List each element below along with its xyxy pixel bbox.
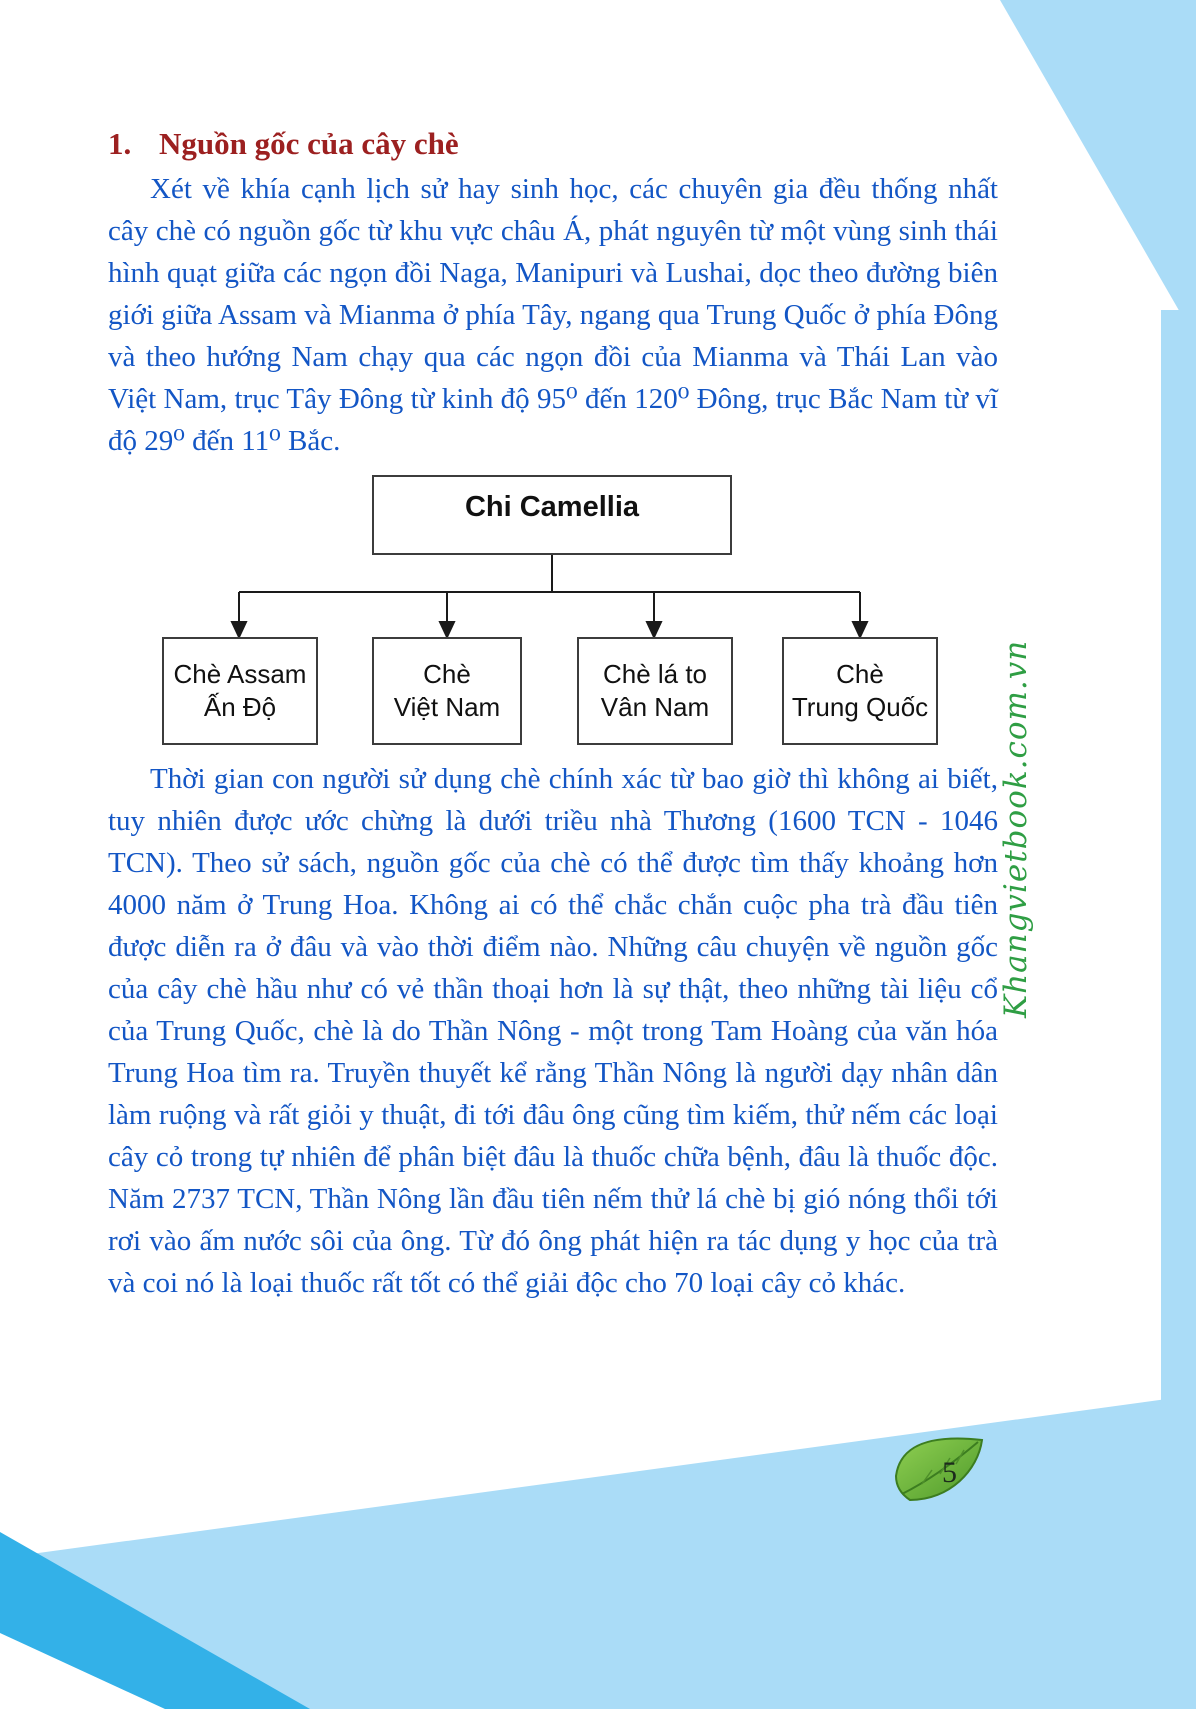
diagram-box-label: Vân Nam	[600, 692, 710, 722]
diagram-box-label: Trung Quốc	[791, 692, 929, 722]
diagram-box-label: Chè	[423, 659, 471, 689]
diagram-box-label: Chè lá to	[602, 659, 708, 689]
leaf-icon	[892, 1430, 988, 1514]
diagram-root-label: Chi Camellia	[464, 491, 640, 523]
diagram-box-label: Ấn Độ	[203, 692, 277, 722]
diagram-box-che-trung-quoc	[782, 637, 938, 745]
diagram-root-box	[372, 475, 732, 555]
diagram-box-che-la-to	[577, 637, 733, 745]
diagram-box-label: Chè Assam	[173, 659, 307, 689]
diagram-box-label: Việt Nam	[393, 692, 501, 722]
decoration-top-right-triangle	[1000, 0, 1196, 340]
decoration-right-edge-strip	[1161, 310, 1196, 1460]
diagram-box-che-viet-nam	[372, 637, 522, 745]
diagram-box-label: Chè	[836, 659, 884, 689]
camellia-diagram	[108, 472, 998, 764]
page-number: 5	[942, 1456, 957, 1489]
page-number-leaf	[892, 1430, 988, 1514]
section-heading	[108, 126, 459, 162]
watermark-vertical-text: Khangvietbook.com.vn	[998, 639, 1034, 1018]
section-number: 1.	[108, 126, 132, 161]
paragraph-tea-origin: Xét về khía cạnh lịch sử hay sinh học, các chuyên gia đều thống nhất cây chè có nguồn gốc từ khu vực châu Á, phát nguyên từ một vùng sinh thái hình quạt giữa các ngọn đồi Naga, Manipuri và Lushai, dọc theo đường biên giới giữa Assam và Mianma ở phía Tây, ngang qua Trung Quốc ở phía Đông và theo hướng Nam chạy qua các ngọn đồi của Mianma và Thái Lan vào Việt Nam, trục Tây Đông từ kinh độ 95⁰ đến 120⁰ Đông, trục Bắc Nam từ vĩ độ 29⁰ đến 11⁰ Bắc.	[108, 173, 998, 457]
diagram-box-che-assam	[162, 637, 318, 745]
paragraph-tea-history: Thời gian con người sử dụng chè chính xác từ bao giờ thì không ai biết, tuy nhiên được ước chừng là dưới triều nhà Thương (1600 TCN - 1046 TCN). Theo sử sách, nguồn gốc của chè có thể được tìm thấy khoảng hơn 4000 năm ở Trung Hoa. Không ai có thể chắc chắn cuộc pha trà đầu tiên được diễn ra ở đâu và vào thời điểm nào. Những câu chuyện về nguồn gốc của cây chè hầu như có vẻ thần thoại hơn là sự thật, theo những tài liệu cổ của Trung Quốc, chè là do Thần Nông - một trong Tam Hoàng của văn hóa Trung Hoa tìm ra. Truyền thuyết kể rằng Thần Nông là người dạy nhân dân làm ruộng và rất giỏi y thuật, đi tới đâu ông cũng tìm kiếm, thử nếm các loại cây cỏ trong tự nhiên để phân biệt đâu là thuốc chữa bệnh, đâu là thuốc độc. Năm 2737 TCN, Thần Nông lần đầu tiên nếm thử lá chè bị gió nóng thổi tới rơi vào ấm nước sôi của ông. Từ đó ông phát hiện ra tác dụng y học của trà và coi nó là loại thuốc rất tốt có thể giải độc cho 70 loại cây cỏ khác.	[108, 763, 998, 1299]
section-title: Nguồn gốc của cây chè	[159, 126, 459, 161]
